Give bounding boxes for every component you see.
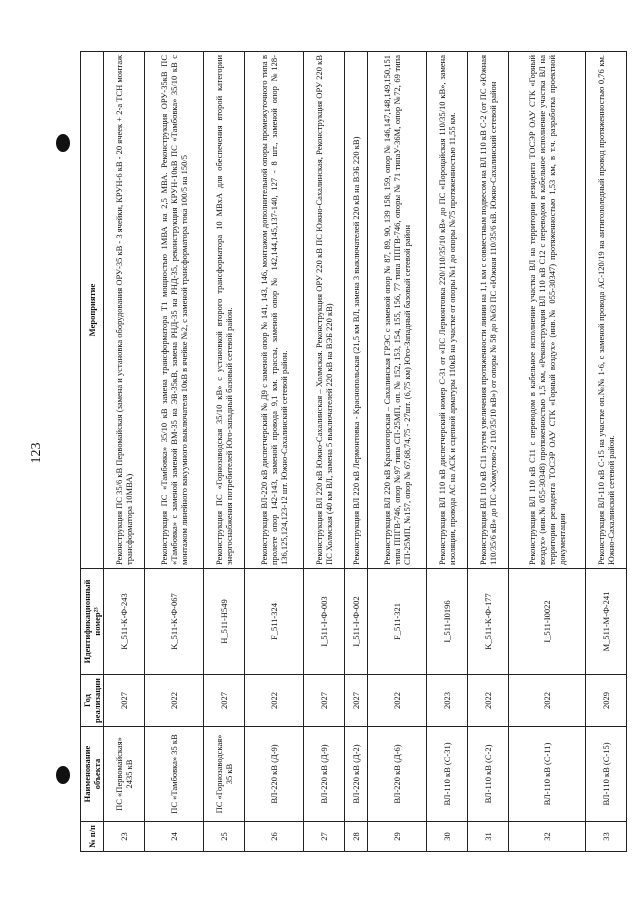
row-measure: Реконструкция ВЛ-110 кВ С-15 на участке оп.№№ 1-6, с заменой провода АС-120/19 на антигололедный провод протяженностью 0,76 км. Южно-Сахалинский сетевой район. bbox=[585, 52, 626, 569]
row-num: 27 bbox=[303, 822, 344, 852]
row-year: 2029 bbox=[585, 675, 626, 727]
row-measure: Реконструкция ВЛ 110 кВ С11 с переводом в кабельное исполнение участка ВЛ на территории резидента ТОСЭР ОАУ СТК «Горный воздух» (инв.№ 055-30348) протяженностью 1,5 км, «Реконструкция ВЛ 110 кВ С12 с переводом в кабельное исполнение участка ВЛ на территории резидента ТОСЭР ОАУ СТК «Горный воздух» (инв.№ 055-30347) протяженностью 1,53 км, в т.ч. разработка проектной документации bbox=[509, 52, 586, 569]
table-row bbox=[427, 52, 468, 852]
row-measure: Реконструкция ПС «Тамбовка» 35/10 кВ замена трансформатора Т1 мощностью 1МВА на 2,5 МВА. Реконструкция ОРУ-35кВ ПС «Тамбовка» с заменой заменой ВМ-35 на ЭВ-35кВ, замена РНД-35 на РНД-35, реконструкция КРУН-10кВ ПС «Тамбовка» 35/10 кВ с монтажом линейного вакуумного выключателя 10кВ в ячейке №2, с заменой трансформатора тока 100/5 на 150/5 bbox=[145, 52, 204, 569]
row-year: 2023 bbox=[427, 675, 468, 727]
row-id: K_511-К-Ф-067 bbox=[145, 569, 204, 675]
row-measure: Реконструкция ВЛ 220 кВ Южно-Сахалинская – Холмская. Реконструкция ОРУ 220 кВ ПС Южно-Сахалинская, Реконструкция ОРУ 220 кВ ПС Холмская (40 км ВЛ, замена 5 выключателей 220 кВ на ВЭБ 220 кВ) bbox=[303, 52, 344, 569]
row-num: 30 bbox=[427, 822, 468, 852]
row-year: 2027 bbox=[203, 675, 244, 727]
table-row bbox=[145, 52, 204, 852]
row-id: H_511-H549 bbox=[203, 569, 244, 675]
binder-hole-mark-top bbox=[56, 134, 70, 152]
row-year: 2027 bbox=[303, 675, 344, 727]
row-num: 32 bbox=[509, 822, 586, 852]
row-year: 2022 bbox=[245, 675, 304, 727]
row-id: K_511-К-Ф-177 bbox=[468, 569, 509, 675]
header-year: Год реализации bbox=[81, 675, 104, 727]
row-measure: Реконструкция ВЛ 110 кВ С11 путем увеличения протяженности линии на 1,1 км с совместным подвесом на ВЛ 110 кВ С-2 (от ПС «Южная 110/35/6 кВ» до ПС «Хомутово-2 110/35/10 кВ») от опоры № 58 до №63 ПС «Южная 110/35/6 кВ. Южно-Сахалинский сетевой район bbox=[468, 52, 509, 569]
row-num: 33 bbox=[585, 822, 626, 852]
row-name: ВЛ-110 кВ (С-15) bbox=[585, 727, 626, 822]
table-row bbox=[468, 52, 509, 852]
row-measure: Реконструкция ВЛ 110 кВ диспетчерский номер С-31 от «ПС Лермонтовка 220/110/35/10 кВ» до ПС «Пороцайская 110/35/10 кВ», замена изоляции, провода АС на АСК и сцепной арматуры 110кВ на участке от опоры №1 до опоры №75 протяженностью 11,55 км. bbox=[427, 52, 468, 569]
row-year: 2022 bbox=[509, 675, 586, 727]
row-measure: Реконструкция ВЛ 220 кВ Лермонтовка - Краснопольская (21,5 км ВЛ, замена 3 выключателей 220 кВ на ВЭБ 220 кВ) bbox=[344, 52, 367, 569]
table-row bbox=[509, 52, 586, 852]
table-row bbox=[585, 52, 626, 852]
row-measure: Реконструкция ПС «Горнозаводская 35/10 кВ» с установкой второго трансформатора 10 МВхА для обеспечения второй категории энергоснабжения потребителей Юго-западный базовый сетевой район. bbox=[203, 52, 244, 569]
table-row bbox=[368, 52, 427, 852]
row-name: ВЛ-110 кВ (С-11) bbox=[509, 727, 586, 822]
row-name: ПС «Тамбовка» 35 кВ bbox=[145, 727, 204, 822]
row-name: ВЛ-110 кВ (С-2) bbox=[468, 727, 509, 822]
row-measure: Реконструкция ВЛ-220 кВ диспетчерский № Д9 с заменой опор № 141, 143, 146, монтажом дополнительной опоры промежуточного типа в пролете опор 142-143, заменой провода 9,1 км. трассы, заменой опор № 142,144,145,137-140, 127 - 8 шт., заменой опор №128-136,125,124,123-12 шт. Южно-Сахалинский сетевой район. bbox=[245, 52, 304, 569]
row-num: 25 bbox=[203, 822, 244, 852]
row-measure: Реконструкция ПС 35/6 кВ Первомайская (замена и установка оборудования ОРУ-35 кВ - 3 ячейки, КРУН-6 кВ - 20 ячеек + 2-а ТСН монтаж трансформатора 10МВА) bbox=[104, 52, 145, 569]
table-row bbox=[303, 52, 344, 852]
row-name: ВЛ-110 кВ (С-31) bbox=[427, 727, 468, 822]
row-num: 23 bbox=[104, 822, 145, 852]
row-name: ВЛ-220 кВ (Д-9) bbox=[303, 727, 344, 822]
page-number: 123 bbox=[29, 442, 44, 464]
table-row bbox=[344, 52, 367, 852]
header-measure: Мероприятие bbox=[81, 52, 104, 569]
row-num: 24 bbox=[145, 822, 204, 852]
row-measure: Реконструкция ВЛ 220 кВ Красногорская – Сахалинская ГРЭС с заменой опор № 87, 89, 90, 139 158, 159, опор № 146,147,148,149,150,151 типа ППГВ-746, опор №97 типа СП-25МП, оп. № 152, 153, 154, 155, 156, 77 типа ППГВ-746, опоры № 71 типаУ-36М, опор №72, 69 типа СП-25МП, №157, опор № 67,68,74,75 - 27шт. (6,75 км) Юго-Западный базовый сетевой район bbox=[368, 52, 427, 569]
row-id: I_511-I0022 bbox=[509, 569, 586, 675]
row-id: F_511-321 bbox=[368, 569, 427, 675]
row-id: K_511-К-Ф-243 bbox=[104, 569, 145, 675]
row-num: 26 bbox=[245, 822, 304, 852]
row-name: ПС «Первомайская» 2435 кВ bbox=[104, 727, 145, 822]
row-id: I_511-I-Ф-003 bbox=[303, 569, 344, 675]
table-row bbox=[203, 52, 244, 852]
row-num: 31 bbox=[468, 822, 509, 852]
row-name: ВЛ-220 кВ (Д-9) bbox=[245, 727, 304, 822]
row-year: 2022 bbox=[368, 675, 427, 727]
header-num: № п/п bbox=[81, 822, 104, 852]
row-num: 28 bbox=[344, 822, 367, 852]
table-row bbox=[104, 52, 145, 852]
row-num: 29 bbox=[368, 822, 427, 852]
rotated-table-container bbox=[80, 52, 627, 852]
row-year: 2027 bbox=[344, 675, 367, 727]
header-id: Идентификационный номер²³ bbox=[81, 569, 104, 675]
row-name: ВЛ-220 кВ (Д-2) bbox=[344, 727, 367, 822]
measures-table bbox=[80, 51, 627, 852]
binder-hole-mark-bottom bbox=[56, 766, 70, 784]
row-id: M_511-М-Ф-241 bbox=[585, 569, 626, 675]
row-id: I_511-I0196 bbox=[427, 569, 468, 675]
row-name: ПС «Горнозаводская» 35 кВ bbox=[203, 727, 244, 822]
row-year: 2022 bbox=[468, 675, 509, 727]
row-name: ВЛ-220 кВ (Д-6) bbox=[368, 727, 427, 822]
table-row bbox=[245, 52, 304, 852]
row-id: I_511-I-Ф-002 bbox=[344, 569, 367, 675]
header-name: Наименование объекта bbox=[81, 727, 104, 822]
row-year: 2022 bbox=[145, 675, 204, 727]
table-header-row bbox=[81, 52, 104, 852]
row-id: F_511-324 bbox=[245, 569, 304, 675]
row-year: 2027 bbox=[104, 675, 145, 727]
